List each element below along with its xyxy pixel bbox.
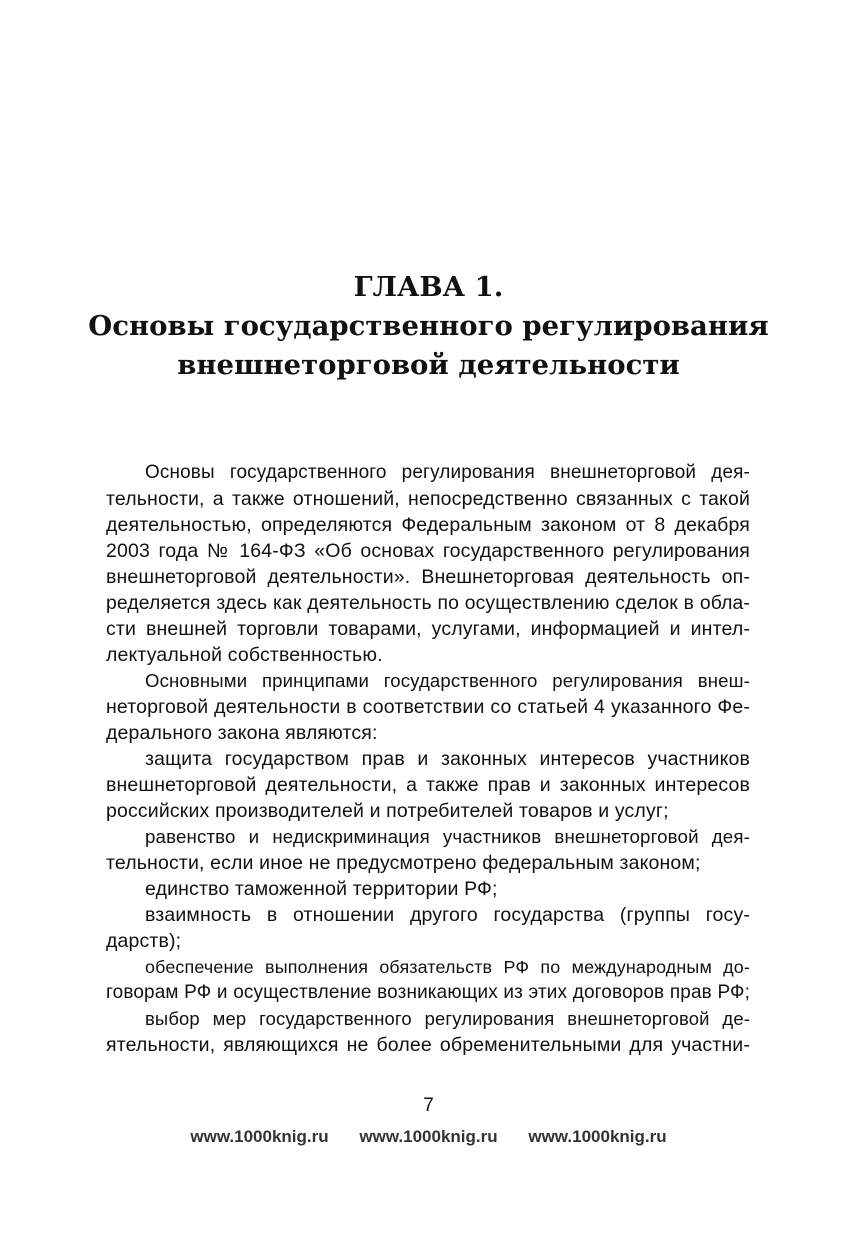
text-line: ятельности, являющихся не более обременительными для участни-: [106, 1034, 750, 1056]
list-item: [106, 954, 750, 1006]
text-line: российских производителей и потребителей товаров и услуг;: [106, 800, 669, 822]
text-line: дарств);: [106, 930, 182, 952]
text-line: деятельностью, определяются Федеральным законом от 8 декабря: [106, 514, 750, 536]
list-item: [106, 1006, 750, 1058]
text-line: выбор мер государственного регулирования внешнеторговой де-: [145, 1008, 750, 1029]
footer-link[interactable]: www.1000knig.ru: [528, 1127, 667, 1146]
text-line: сти внешней торговли товарами, услугами, информацией и интел-: [106, 618, 750, 640]
text-line: говорам РФ и осуществление возникающих из этих договоров прав РФ;: [106, 982, 750, 1003]
text-line: взаимность в отношении другого государства (группы госу-: [145, 904, 750, 926]
list-item: [106, 876, 750, 902]
list-item: [106, 824, 750, 876]
list-item: [106, 902, 750, 954]
text-line: тельности, а также отношений, непосредственно связанных с такой: [106, 488, 750, 510]
text-line: равенство и недискриминация участников внешнеторговой дея-: [145, 826, 750, 847]
text-line: единство таможенной территории РФ;: [145, 878, 498, 900]
text-line: обеспечение выполнения обязательств РФ по международным до-: [145, 957, 750, 977]
chapter-heading: [60, 268, 797, 385]
paragraph: [106, 668, 750, 746]
footer-link[interactable]: www.1000knig.ru: [190, 1127, 329, 1146]
list-item: [106, 746, 750, 824]
text-line: неторговой деятельности в соответствии со статьей 4 указанного Фе-: [106, 696, 750, 718]
text-line: внешнеторговой деятельности». Внешнеторговая деятельность оп-: [106, 566, 750, 588]
text-line: 2003 года № 164-ФЗ «Об основах государственного регулирования: [106, 540, 750, 562]
footer-link[interactable]: www.1000knig.ru: [359, 1127, 498, 1146]
page-number: 7: [423, 1095, 434, 1116]
text-line: дерального закона являются:: [106, 722, 378, 744]
chapter-label: ГЛАВА 1.: [353, 271, 504, 303]
paragraph: [106, 460, 750, 668]
text-line: ределяется здесь как деятельность по осуществлению сделок в обла-: [106, 592, 750, 614]
text-line: Основными принципами государственного регулирования внеш-: [145, 670, 750, 691]
footer-links: [0, 1126, 857, 1148]
text-line: защита государством прав и законных интересов участников: [145, 748, 750, 770]
text-line: тельности, если иное не предусмотрено федеральным законом;: [106, 852, 701, 874]
body-text: [106, 460, 750, 1058]
text-line: внешнеторговой деятельности, а также прав и законных интересов: [106, 774, 750, 796]
chapter-title-line-1: Основы государственного регулирования: [88, 310, 769, 342]
chapter-title-line-2: внешнеторговой деятельности: [177, 349, 680, 381]
text-line: лектуальной собственностью.: [106, 644, 383, 666]
text-line: Основы государственного регулирования внешнеторговой дея-: [145, 462, 750, 483]
